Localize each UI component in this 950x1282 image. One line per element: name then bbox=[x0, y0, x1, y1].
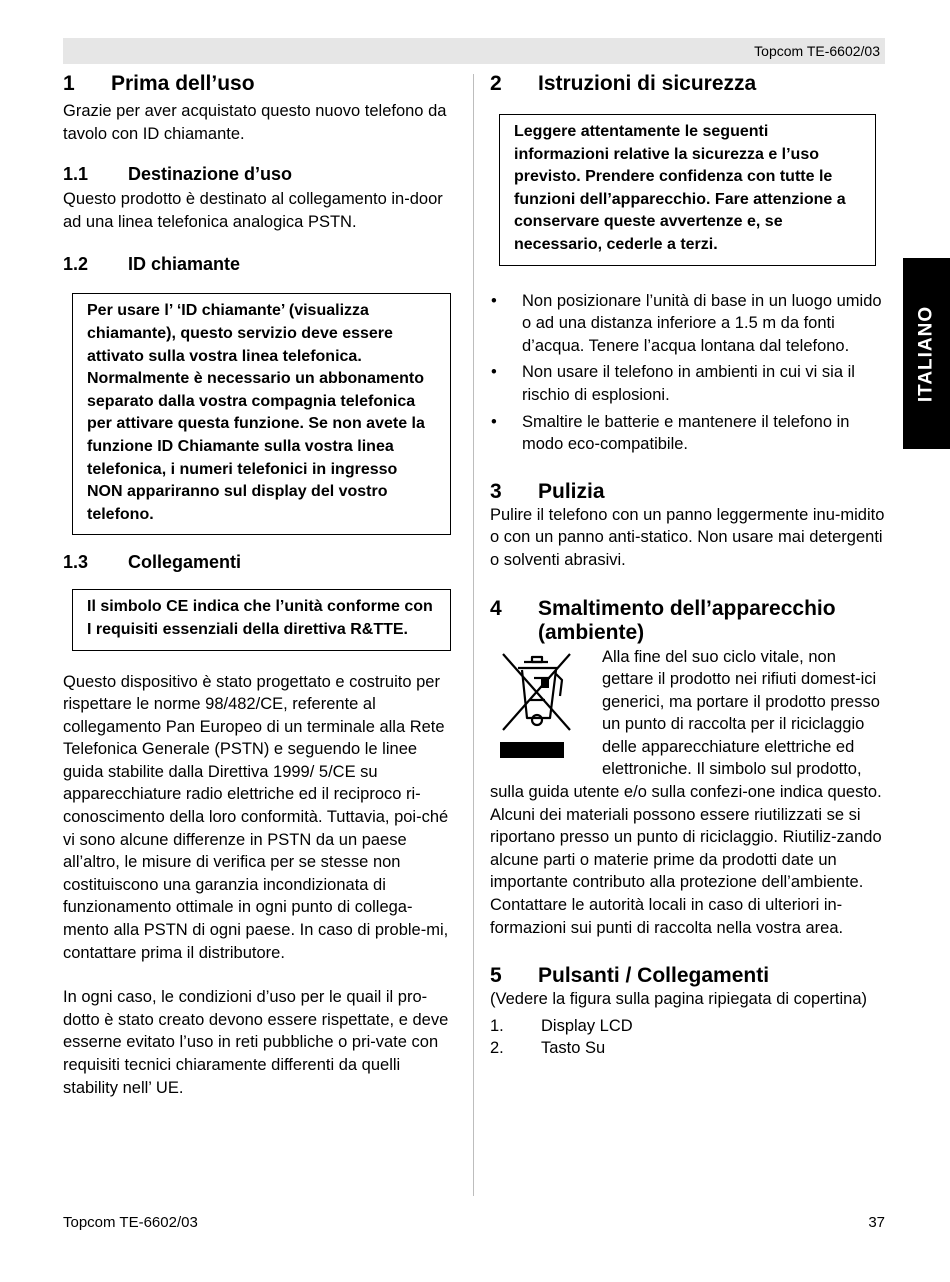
footer-title: Topcom TE-6602/03 bbox=[63, 1214, 198, 1231]
section-1-3-title: Collegamenti bbox=[128, 552, 242, 573]
section-1-1-heading bbox=[63, 163, 455, 185]
crossed-out-wheelie-bin-icon bbox=[490, 650, 586, 764]
section-1-3-paragraph-1: Questo dispositivo è stato progettato e costruito per rispettare le norme 98/482/CE, referente al collegamento Pan Europeo di un terminale alla Rete Telefonica Generale (PSTN) e seguendo le linee guida stabilite dalla Direttiva 1999/ 5/CE su apparecchiature radio elettriche ed il reciproco ri-conoscimento della loro conformità. Tuttavia, poi-ché vi sono alcune differenze in PSTN da un paese all’altro, le misure di verifica per se stesse non costituiscono una garanzia incondizionata di funzionamento ottimale in ogni punto di collega-mento alla PSTN di ogni paese. In caso di proble-mi, contattare prima il distributore. bbox=[63, 672, 449, 962]
left-column bbox=[63, 70, 455, 1099]
list-item-label: Tasto Su bbox=[541, 1039, 606, 1058]
language-tab bbox=[903, 258, 950, 449]
caller-id-notice-box: Per usare l’ ‘ID chiamante’ (visualizza chiamante), questo servizio deve essere attivato sulla vostra linea telefonica. Normalmente è necessario un abbonamento separato dalla vostra compagnia telefonica per attivare questa funzione. Se non avete la funzione ID Chiamante sulla vostra linea telefonica, i numeri telefonici in ingresso NON appariranno sul display del vostro telefono. bbox=[72, 293, 451, 535]
page-number: 37 bbox=[868, 1214, 885, 1231]
list-item-label: Display LCD bbox=[541, 1016, 633, 1035]
section-3-title: Pulizia bbox=[538, 479, 605, 503]
section-4-body bbox=[490, 646, 886, 940]
buttons-list bbox=[490, 1015, 886, 1060]
safety-bullet-item: • Smaltire le batterie e mantenere il telefono in modo eco-compatibile. bbox=[490, 411, 886, 456]
section-1-heading bbox=[63, 72, 455, 96]
section-1-1-title: Destinazione d’uso bbox=[128, 164, 293, 185]
safety-bullet-item: • Non posizionare l’unità di base in un luogo umido o ad una distanza inferiore a 1.5 m da fonti d’acqua. Tenere l’acqua lontana dal telefono. bbox=[490, 290, 886, 358]
section-1-3-heading bbox=[63, 551, 455, 573]
section-1-2-title: ID chiamante bbox=[128, 254, 241, 275]
safety-notice-box: Leggere attentamente le seguenti informazioni relative la sicurezza e l’uso previsto. Prendere confidenza con tutte le funzioni dell’apparecchio. Fare attenzione a conservare queste avvertenze e, se necessario, cederle a terzi. bbox=[499, 114, 876, 266]
section-4-paragraph-2: Alcuni dei materiali possono essere riutilizzati se si riportano presso un punto di riciclaggio. Riutiliz-zando alcune parti o materie prime da prodotti date un importante contributo alla protezione dell’ambiente. bbox=[490, 805, 882, 892]
section-1-2-heading bbox=[63, 253, 455, 275]
right-column bbox=[490, 70, 886, 1060]
section-2-heading bbox=[490, 72, 886, 96]
language-tab-label: ITALIANO bbox=[915, 305, 937, 402]
header-title: Topcom TE-6602/03 bbox=[754, 43, 880, 59]
section-1-2-number: 1.2 bbox=[63, 254, 89, 275]
list-item bbox=[490, 1015, 886, 1038]
section-1-number: 1 bbox=[63, 72, 75, 95]
section-1-title: Prima dell’uso bbox=[111, 72, 255, 95]
section-4-title: Smaltimento dell’apparecchio (ambiente) bbox=[538, 596, 836, 644]
list-item-number: 1. bbox=[490, 1016, 504, 1035]
section-3-heading bbox=[490, 480, 886, 504]
safety-bullet-item: • Non usare il telefono in ambienti in cui vi sia il rischio di esplosioni. bbox=[490, 361, 886, 406]
section-1-3-paragraph-2: In ogni caso, le condizioni d’uso per le quail il pro-dotto è stato creato devono essere rispettate, e deve esserne evitato l’uso in reti pubbliche o pri-vate con requisiti tecnici chiaramente differenti da quelli stability nell’ UE. bbox=[63, 988, 449, 1097]
page-footer bbox=[63, 1213, 885, 1233]
section-4-number: 4 bbox=[490, 596, 502, 620]
list-item bbox=[490, 1037, 886, 1060]
section-1-1-text: Questo prodotto è destinato al collegamento in-door ad una linea telefonica analogica PSTN. bbox=[63, 190, 443, 231]
list-item-number: 2. bbox=[490, 1039, 504, 1058]
section-3-number: 3 bbox=[490, 479, 502, 503]
section-3-text: Pulire il telefono con un panno leggermente inu-midito o con un panno anti-statico. Non usare mai detergenti o solventi abrasivi. bbox=[490, 505, 885, 569]
column-divider bbox=[473, 74, 474, 1196]
section-2-title: Istruzioni di sicurezza bbox=[538, 72, 757, 95]
safety-bullet-list bbox=[490, 290, 886, 456]
section-5-title: Pulsanti / Collegamenti bbox=[538, 964, 770, 988]
section-5-heading bbox=[490, 964, 886, 988]
section-2-number: 2 bbox=[490, 72, 502, 95]
section-4-paragraph-1: Alla fine del suo ciclo vitale, non gettare il prodotto nei rifiuti domest-ici generici, ma portare il prodotto presso un punto di raccolta per il riciclaggio delle apparecchiature elettriche ed elettroniche. Il simbolo sul prodotto, sulla guida utente e/o sulla confezi-one indica questo. bbox=[490, 647, 882, 802]
section-1-1-number: 1.1 bbox=[63, 164, 89, 185]
section-5-number: 5 bbox=[490, 964, 502, 988]
page-header bbox=[63, 38, 885, 64]
section-5-text: (Vedere la figura sulla pagina ripiegata di copertina) bbox=[490, 990, 867, 1009]
ce-notice-box: Il simbolo CE indica che l’unità conforme con I requisiti essenziali della direttiva R&TTE. bbox=[72, 589, 451, 650]
section-4-heading bbox=[490, 597, 886, 645]
section-1-3-number: 1.3 bbox=[63, 552, 89, 573]
section-1-text: Grazie per aver acquistato questo nuovo telefono da tavolo con ID chiamante. bbox=[63, 102, 447, 143]
section-4-paragraph-3: Contattare le autorità locali in caso di ulteriori in-formazioni sui punti di raccolta nella vostra area. bbox=[490, 896, 844, 937]
